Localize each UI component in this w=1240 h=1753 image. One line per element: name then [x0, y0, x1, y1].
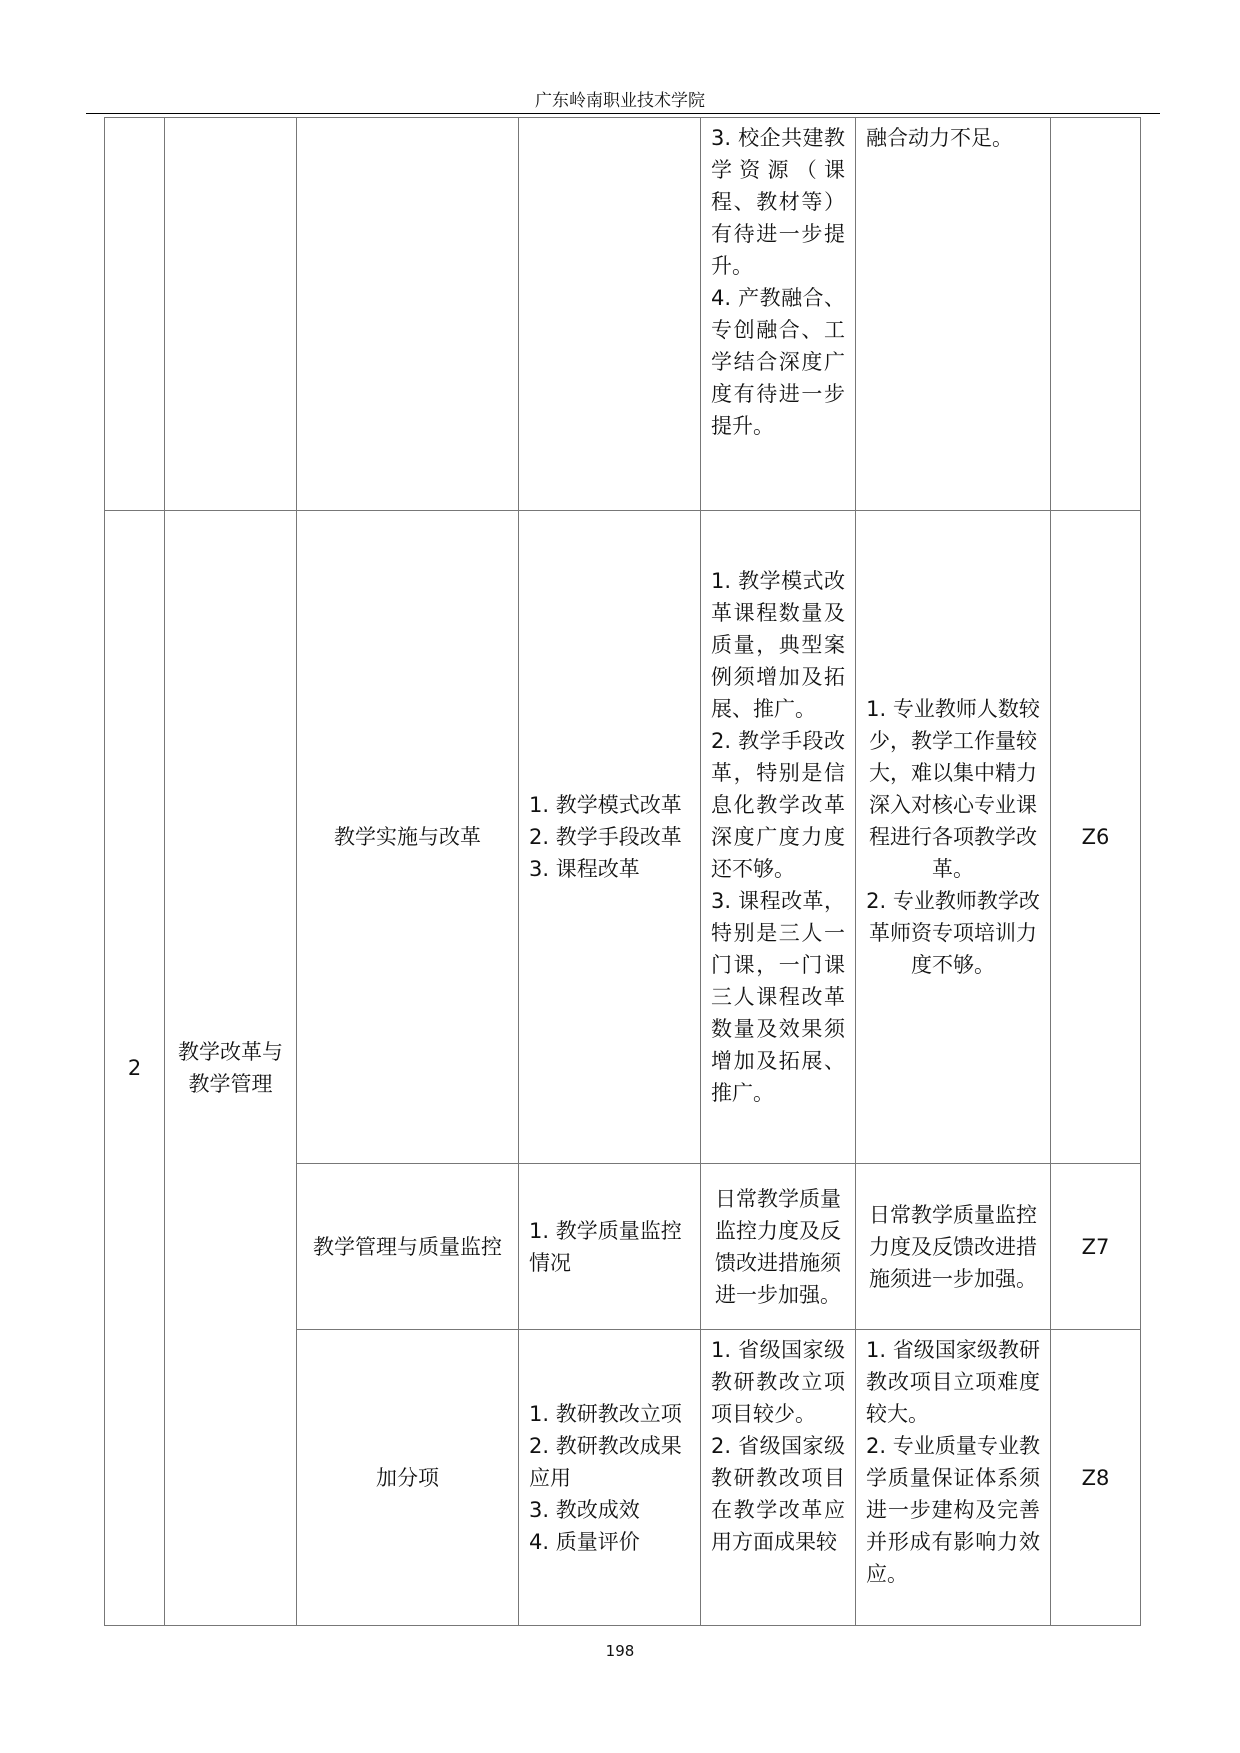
item: 2. 教研教改成果应用 — [529, 1433, 682, 1490]
header-rule — [86, 113, 1160, 114]
indicator-cell: 教学实施与改革 — [297, 511, 519, 1164]
issue-item: 2. 教学手段改革，特别是信息化教学改革深度广度力度还不够。 — [711, 729, 845, 881]
cause-item: 1. 省级国家级教研教改项目立项难度较大。 — [866, 1338, 1040, 1426]
cell-category-empty — [165, 118, 297, 511]
issue-item: 1. 省级国家级教研教改立项项目较少。 — [711, 1338, 845, 1426]
causes-cell — [856, 511, 1051, 1164]
item: 3. 教改成效 — [529, 1497, 640, 1522]
causes-cell — [856, 1330, 1051, 1626]
cell-number-empty — [105, 118, 165, 511]
cell-code-empty — [1051, 118, 1141, 511]
issues-cell — [701, 511, 856, 1164]
cell-issues — [701, 118, 856, 511]
table-row-continued — [105, 118, 1141, 511]
code-cell: Z8 — [1051, 1330, 1141, 1626]
issue-item: 1. 教学模式改革课程数量及质量，典型案例须增加及拓展、推广。 — [711, 569, 845, 721]
cause-text: 融合动力不足。 — [866, 126, 1013, 150]
item: 4. 质量评价 — [529, 1529, 640, 1554]
table-row — [105, 511, 1141, 1164]
issue-item: 2. 省级国家级教研教改项目在教学改革应用方面成果较 — [711, 1434, 845, 1554]
code-cell: Z7 — [1051, 1164, 1141, 1330]
cause-item: 1. 专业教师人数较少，教学工作量较大，难以集中精力深入对核心专业课程进行各项教学改革。 — [866, 697, 1040, 881]
section-number: 2 — [105, 511, 165, 1626]
page-header: 广东岭南职业技术学院 — [535, 91, 705, 111]
items-cell — [519, 1330, 701, 1626]
causes-cell: 日常教学质量监控力度及反馈改进措施须进一步加强。 — [856, 1164, 1051, 1330]
item: 3. 课程改革 — [529, 857, 640, 881]
issues-cell — [701, 1330, 856, 1626]
item: 2. 教学手段改革 — [529, 825, 682, 849]
issue-item: 4. 产教融合、专创融合、工学结合深度广度有待进一步提升。 — [711, 286, 845, 438]
cause-item: 2. 专业质量专业教学质量保证体系须进一步建构及完善并形成有影响力效应。 — [866, 1434, 1040, 1586]
items-cell — [519, 1164, 701, 1330]
item: 1. 教研教改立项 — [529, 1401, 682, 1426]
issue-item: 3. 课程改革，特别是三人一门课，一门课三人课程改革数量及效果须增加及拓展、推广。 — [711, 889, 845, 1105]
indicator-cell: 教学管理与质量监控 — [297, 1164, 519, 1330]
cause-item: 2. 专业教师教学改革师资专项培训力度不够。 — [866, 889, 1040, 977]
items-cell — [519, 511, 701, 1164]
page-number: 198 — [605, 1642, 635, 1660]
indicator-cell: 加分项 — [297, 1330, 519, 1626]
evaluation-table — [104, 117, 1141, 1626]
cell-causes — [856, 118, 1051, 511]
code-cell: Z6 — [1051, 511, 1141, 1164]
item: 1. 教学质量监控情况 — [529, 1218, 682, 1275]
section-name: 教学改革与教学管理 — [165, 511, 297, 1626]
cell-indicator-empty — [297, 118, 519, 511]
issues-cell: 日常教学质量监控力度及反馈改进措施须进一步加强。 — [701, 1164, 856, 1330]
item: 1. 教学模式改革 — [529, 793, 682, 817]
cell-items-empty — [519, 118, 701, 511]
issue-item: 3. 校企共建教学资源（课程、教材等）有待进一步提升。 — [711, 126, 845, 278]
